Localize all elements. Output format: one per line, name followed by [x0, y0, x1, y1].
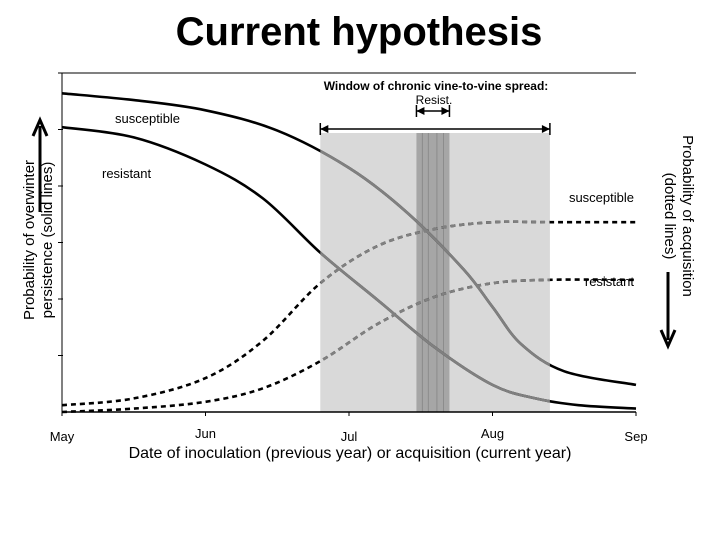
y-axis-right-label	[661, 135, 696, 297]
resist-label: Resist.	[415, 93, 453, 107]
suscept-label: Suscept.	[412, 115, 460, 129]
x-axis-label: Date of inoculation (previous year) or acquisition (current year)	[128, 445, 572, 462]
svg-text:Probability of overwinter: Probability of overwinter	[21, 159, 38, 321]
svg-text:Probability of acquisition: Probability of acquisition	[679, 135, 696, 297]
window-shading	[320, 133, 550, 412]
x-tick-label-Sep: Sep	[624, 429, 648, 444]
slide-title: Current hypothesis	[175, 10, 543, 54]
label-acquisition-susceptible: susceptible	[568, 190, 634, 205]
x-tick-label-Aug: Aug	[480, 426, 505, 441]
label-acquisition-resistant: resistant	[584, 274, 634, 289]
label-persistence-susceptible: susceptible	[115, 111, 181, 126]
y-axis-right-arrow-icon	[661, 272, 675, 346]
svg-text:(dotted lines): (dotted lines)	[661, 172, 678, 260]
label-persistence-resistant: resistant	[102, 166, 152, 181]
svg-text:persistence (solid lines): persistence (solid lines)	[39, 161, 56, 319]
resist-window-band	[416, 133, 449, 412]
x-tick-label-Jul: Jul	[340, 429, 358, 444]
x-tick-label-May: May	[49, 429, 75, 444]
window-title: Window of chronic vine-to-vine spread:	[323, 79, 549, 93]
x-tick-labels	[50, 426, 648, 444]
x-tick-label-Jun: Jun	[195, 426, 216, 441]
